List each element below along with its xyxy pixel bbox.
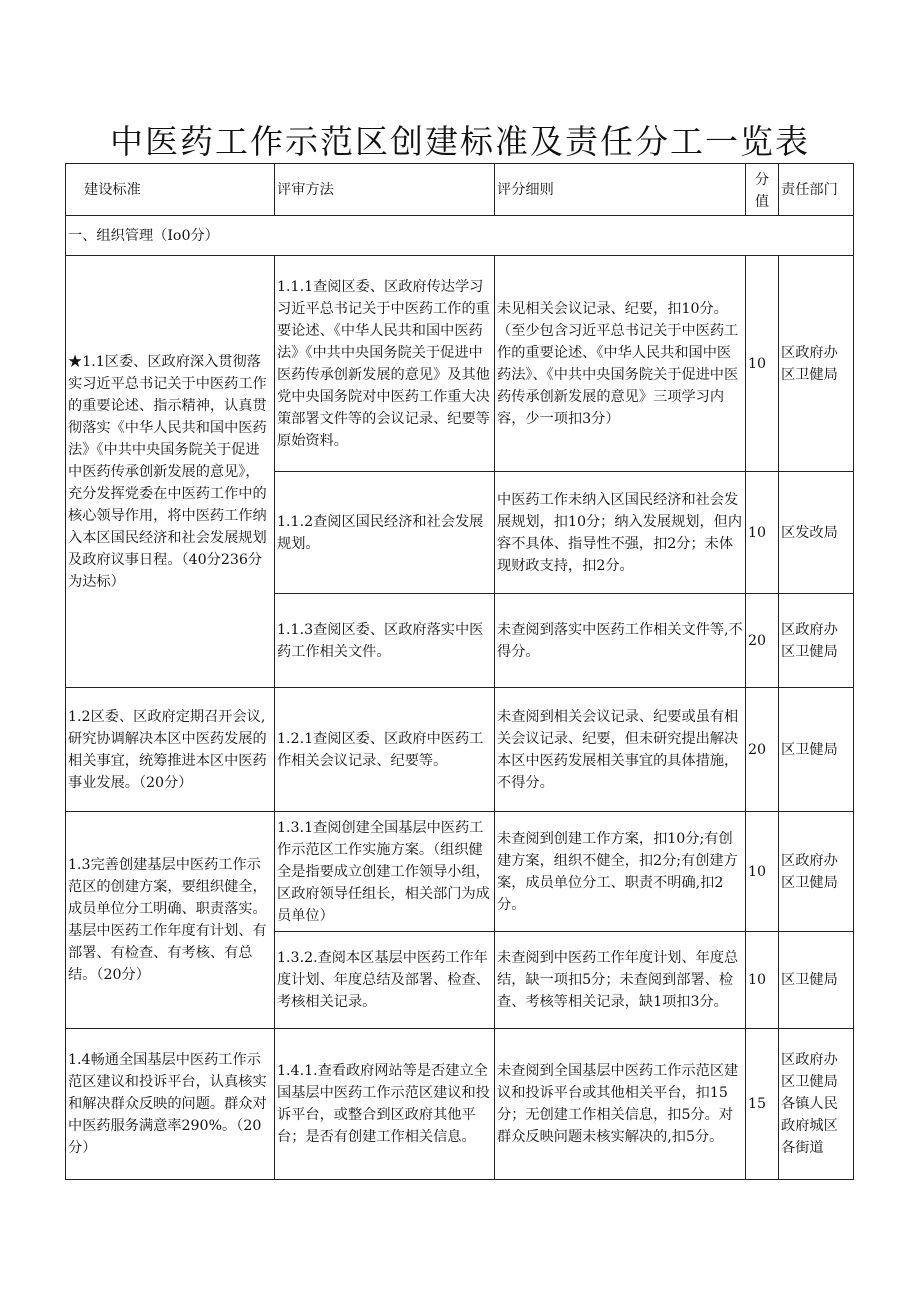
detail-cell: 未查阅到落实中医药工作相关文件等,不得分。	[495, 594, 746, 688]
header-dept: 责任部门	[779, 164, 854, 216]
dept-cell: 区卫健局	[779, 688, 854, 812]
section-title: 一、组织管理（Io0分）	[66, 216, 854, 256]
dept-cell: 区卫健局	[779, 932, 854, 1029]
header-standard: 建设标准	[66, 164, 275, 216]
score-cell: 10	[746, 932, 779, 1029]
criterion-cell: ★1.1区委、区政府深入贯彻落实习近平总书记关于中医药工作的重要论述、指示精神，认真贯彻落实《中华人民共和国中医药法》《中共中央国务院关于促进中医药传承创新发展的意见》，充分发挥党委在中医药工作中的核心领导作用，将中医药工作纳入本区国民经济和社会发展规划及政府议事日程。（40分236分为达标）	[66, 256, 275, 688]
header-detail: 评分细则	[495, 164, 746, 216]
criterion-cell: 1.3完善创建基层中医药工作示范区的创建方案，要组织健全，成员单位分工明确、职责落实。基层中医药工作年度有计划、有部署、有检查、有考核、有总结。（20分）	[66, 812, 275, 1029]
page-title: 中医药工作示范区创建标准及责任分工一览表	[110, 122, 810, 161]
detail-cell: 未见相关会议记录、纪要，扣10分。（至少包含习近平总书记关于中医药工作的重要论述、《中华人民共和国中医药法》、《中共中央国务院关于促进中医药传承创新发展的意见》三项学习内容，少一项扣3分）	[495, 256, 746, 472]
score-cell: 20	[746, 688, 779, 812]
detail-cell: 未查阅到中医药工作年度计划、年度总结，缺一项扣5分；未查阅到部署、检查、考核等相关记录，缺1项扣3分。	[495, 932, 746, 1029]
detail-cell: 中医药工作未纳入区国民经济和社会发展规划，扣10分；纳入发展规划，但内容不具体、指导性不强，扣2分；未体现财政支持，扣2分。	[495, 472, 746, 594]
method-cell: 1.2.1查阅区委、区政府中医药工作相关会议记录、纪要等。	[275, 688, 495, 812]
method-cell: 1.3.1查阅创建全国基层中医药工作示范区工作实施方案。（组织健全是指要成立创建工作领导小组，区政府领导任组长，相关部门为成员单位）	[275, 812, 495, 932]
score-cell: 10	[746, 472, 779, 594]
dept-cell: 区政府办区卫健局	[779, 812, 854, 932]
table-row	[66, 1029, 854, 1180]
method-cell: 1.1.1查阅区委、区政府传达学习习近平总书记关于中医药工作的重要论述、《中华人民共和国中医药法》《中共中央国务院关于促进中医药传承创新发展的意见》及其他党中央国务院对中医药工作重大决策部署文件等的会议记录、纪要等原始资料。	[275, 256, 495, 472]
dept-cell: 区发改局	[779, 472, 854, 594]
table-row	[66, 688, 854, 812]
header-score: 分值	[746, 164, 779, 216]
detail-cell: 未查阅到创建工作方案，扣10分;有创建方案，组织不健全，扣2分;有创建方案，成员单位分工、职责不明确,扣2分。	[495, 812, 746, 932]
detail-cell: 未查阅到相关会议记录、纪要或虽有相关会议记录、纪要，但未研究提出解决本区中医药发展相关事宜的具体措施，不得分。	[495, 688, 746, 812]
method-cell: 1.1.3查阅区委、区政府落实中医药工作相关文件。	[275, 594, 495, 688]
score-cell: 10	[746, 256, 779, 472]
table-row	[66, 256, 854, 472]
score-cell: 10	[746, 812, 779, 932]
dept-cell: 区政府办区卫健局	[779, 256, 854, 472]
table-row	[66, 812, 854, 932]
score-cell: 15	[746, 1029, 779, 1180]
dept-cell: 区政府办区卫健局	[779, 594, 854, 688]
dept-cell: 区政府办区卫健局各镇人民政府城区各街道	[779, 1029, 854, 1180]
section-row	[66, 216, 854, 256]
method-cell: 1.1.2查阅区国民经济和社会发展规划。	[275, 472, 495, 594]
score-cell: 20	[746, 594, 779, 688]
header-row	[66, 164, 854, 216]
method-cell: 1.3.2.查阅本区基层中医药工作年度计划、年度总结及部署、检查、考核相关记录。	[275, 932, 495, 1029]
method-cell: 1.4.1.查看政府网站等是否建立全国基层中医药工作示范区建议和投诉平台，或整合到区政府其他平台；是否有创建工作相关信息。	[275, 1029, 495, 1180]
criterion-cell: 1.4畅通全国基层中医药工作示范区建议和投诉平台，认真核实和解决群众反映的问题。群众对中医药服务满意率290%。（20分）	[66, 1029, 275, 1180]
standards-table	[65, 163, 854, 1180]
header-method: 评审方法	[275, 164, 495, 216]
criterion-cell: 1.2区委、区政府定期召开会议,研究协调解决本区中医药发展的相关事宜，统筹推进本区中医药事业发展。（20分）	[66, 688, 275, 812]
detail-cell: 未查阅到全国基层中医药工作示范区建议和投诉平台或其他相关平台，扣15分；无创建工作相关信息，扣5分。对群众反映问题未核实解决的,扣5分。	[495, 1029, 746, 1180]
